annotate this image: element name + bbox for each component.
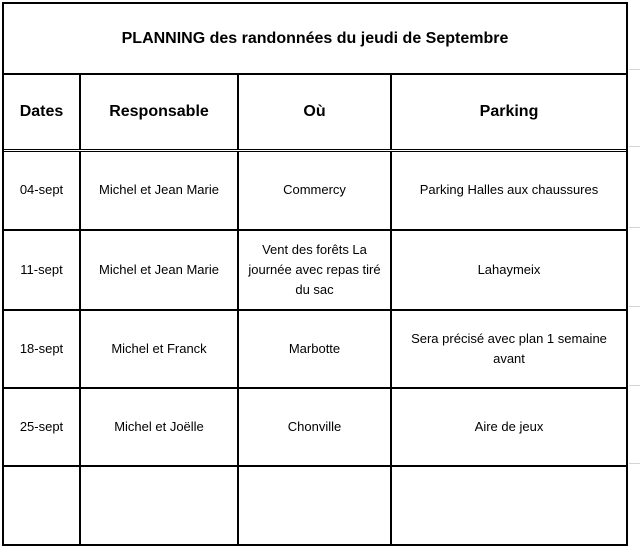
- header-dates[interactable]: Dates: [4, 75, 80, 150]
- header-responsable[interactable]: Responsable: [80, 75, 238, 150]
- cell-ou[interactable]: Marbotte: [238, 310, 391, 388]
- table-row: [4, 150, 626, 230]
- sheet-gridline: [629, 385, 640, 386]
- table-title-text: PLANNING des randonnées du jeudi de Septembre: [121, 29, 509, 47]
- cell-responsable[interactable]: Michel et Jean Marie: [80, 230, 238, 310]
- cell-ou[interactable]: Commercy: [238, 150, 391, 230]
- cell-ou[interactable]: Chonville: [238, 388, 391, 466]
- cell-date[interactable]: 11-sept: [4, 230, 80, 310]
- cell-parking[interactable]: Aire de jeux: [391, 388, 626, 466]
- table-title[interactable]: [4, 4, 626, 75]
- planning-table: [2, 2, 628, 546]
- sheet-gridline: [629, 306, 640, 307]
- header-ou[interactable]: Où: [238, 75, 391, 150]
- sheet-gridline: [629, 227, 640, 228]
- sheet-gridline: [629, 69, 640, 70]
- table-row: [4, 388, 626, 466]
- header-parking[interactable]: Parking: [391, 75, 626, 150]
- cell-responsable[interactable]: Michel et Joëlle: [80, 388, 238, 466]
- planning-grid: [4, 75, 626, 546]
- sheet-gridline: [629, 146, 640, 147]
- cell-date[interactable]: 18-sept: [4, 310, 80, 388]
- sheet-gridline: [629, 463, 640, 464]
- cell-ou[interactable]: Vent des forêts La journée avec repas tiré du sac: [238, 230, 391, 310]
- table-row-empty: [4, 466, 626, 546]
- table-row: [4, 230, 626, 310]
- cell-responsable[interactable]: Michel et Franck: [80, 310, 238, 388]
- cell-parking[interactable]: Parking Halles aux chaussures: [391, 150, 626, 230]
- cell-date[interactable]: [4, 466, 80, 546]
- cell-parking[interactable]: [391, 466, 626, 546]
- cell-responsable[interactable]: Michel et Jean Marie: [80, 150, 238, 230]
- cell-date[interactable]: 04-sept: [4, 150, 80, 230]
- table-row: [4, 310, 626, 388]
- cell-responsable[interactable]: [80, 466, 238, 546]
- cell-parking[interactable]: Sera précisé avec plan 1 semaine avant: [391, 310, 626, 388]
- header-row: [4, 75, 626, 150]
- cell-ou[interactable]: [238, 466, 391, 546]
- cell-date[interactable]: 25-sept: [4, 388, 80, 466]
- cell-parking[interactable]: Lahaymeix: [391, 230, 626, 310]
